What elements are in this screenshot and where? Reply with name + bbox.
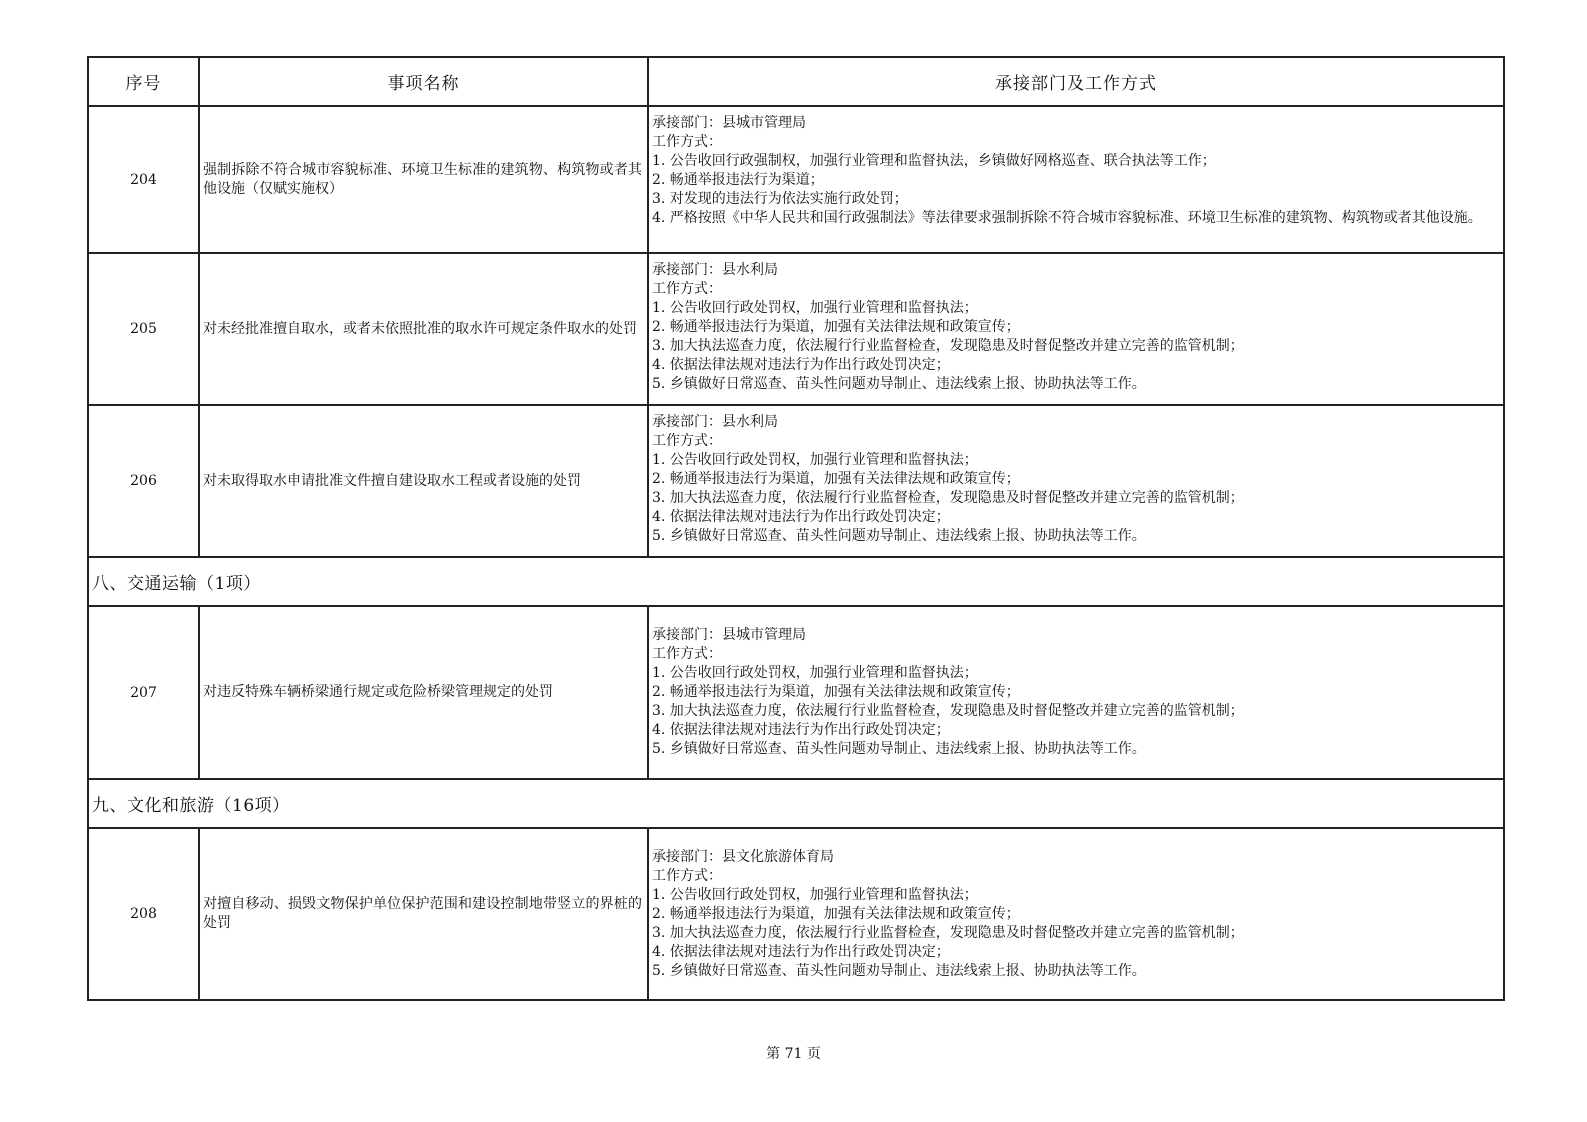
dept-line: 承接部门：县城市管理局: [652, 627, 806, 643]
dept-line: 2. 畅通举报违法行为渠道，加强有关法律法规和政策宣传；: [652, 471, 1020, 487]
row-dept: [648, 828, 1504, 1000]
dept-line: 5. 乡镇做好日常巡查、苗头性问题劝导制止、违法线索上报、协助执法等工作。: [652, 962, 1146, 979]
dept-line: 承接部门：县城市管理局: [652, 115, 806, 131]
dept-line: 2. 畅通举报违法行为渠道；: [652, 172, 824, 188]
dept-line: 工作方式：: [652, 867, 722, 884]
header-name: 事项名称: [199, 57, 648, 106]
dept-line: 工作方式：: [652, 134, 722, 150]
table-row: [88, 606, 1504, 779]
dept-line: 3. 加大执法巡查力度，依法履行行业监督检查，发现隐患及时督促整改并建立完善的监管机制；: [652, 703, 1244, 719]
table-row: [88, 106, 1504, 253]
dept-line: 3. 加大执法巡查力度，依法履行行业监督检查，发现隐患及时督促整改并建立完善的监管机制；: [652, 490, 1244, 506]
dept-line: 4. 依据法律法规对违法行为作出行政处罚决定；: [652, 943, 950, 960]
matters-table: [87, 56, 1505, 1001]
dept-line: 3. 加大执法巡查力度，依法履行行业监督检查，发现隐患及时督促整改并建立完善的监管机制；: [652, 338, 1244, 354]
row-dept: [648, 253, 1504, 405]
row-name: 对未取得取水申请批准文件擅自建设取水工程或者设施的处罚: [199, 405, 648, 557]
document-sheet: [87, 56, 1503, 1001]
row-no: 204: [88, 106, 199, 253]
row-dept: [648, 106, 1504, 253]
dept-line: 1. 公告收回行政处罚权，加强行业管理和监督执法；: [652, 300, 978, 316]
dept-line: 1. 公告收回行政处罚权，加强行业管理和监督执法；: [652, 452, 978, 468]
table-row: [88, 405, 1504, 557]
dept-line: 3. 对发现的违法行为依法实施行政处罚；: [652, 191, 908, 207]
dept-line: 工作方式：: [652, 646, 722, 662]
dept-line: 承接部门：县水利局: [652, 262, 778, 278]
dept-line: 4. 依据法律法规对违法行为作出行政处罚决定；: [652, 722, 950, 738]
page-number: 第 71 页: [766, 1046, 821, 1062]
dept-line: 2. 畅通举报违法行为渠道，加强有关法律法规和政策宣传；: [652, 905, 1020, 922]
dept-line: 5. 乡镇做好日常巡查、苗头性问题劝导制止、违法线索上报、协助执法等工作。: [652, 376, 1146, 392]
dept-line: 4. 严格按照《中华人民共和国行政强制法》等法律要求强制拆除不符合城市容貌标准、环境卫生标准的建筑物、构筑物或者其他设施。: [652, 210, 1482, 226]
row-no: 207: [88, 606, 199, 779]
dept-line: 2. 畅通举报违法行为渠道，加强有关法律法规和政策宣传；: [652, 319, 1020, 335]
row-no: 206: [88, 405, 199, 557]
dept-line: 1. 公告收回行政处罚权，加强行业管理和监督执法；: [652, 886, 978, 903]
dept-line: 3. 加大执法巡查力度，依法履行行业监督检查，发现隐患及时督促整改并建立完善的监管机制；: [652, 924, 1244, 941]
header-no: 序号: [88, 57, 199, 106]
row-dept: [648, 405, 1504, 557]
section-row: [88, 557, 1504, 606]
table-header-row: [88, 57, 1504, 106]
dept-line: 5. 乡镇做好日常巡查、苗头性问题劝导制止、违法线索上报、协助执法等工作。: [652, 528, 1146, 544]
header-dept: 承接部门及工作方式: [648, 57, 1504, 106]
dept-line: 5. 乡镇做好日常巡查、苗头性问题劝导制止、违法线索上报、协助执法等工作。: [652, 741, 1146, 757]
dept-line: 承接部门：县水利局: [652, 414, 778, 430]
row-name: 强制拆除不符合城市容貌标准、环境卫生标准的建筑物、构筑物或者其他设施（仅赋实施权）: [199, 106, 648, 253]
section-title-transport: 八、交通运输（1项）: [88, 557, 1504, 606]
table-row: [88, 828, 1504, 1000]
dept-line: 工作方式：: [652, 433, 722, 449]
row-name: 对擅自移动、损毁文物保护单位保护范围和建设控制地带竖立的界桩的处罚: [199, 828, 648, 1000]
table-row: [88, 253, 1504, 405]
row-no: 208: [88, 828, 199, 1000]
dept-line: 4. 依据法律法规对违法行为作出行政处罚决定；: [652, 509, 950, 525]
row-dept: [648, 606, 1504, 779]
row-name: 对违反特殊车辆桥梁通行规定或危险桥梁管理规定的处罚: [199, 606, 648, 779]
section-row: [88, 779, 1504, 828]
row-name: 对未经批准擅自取水，或者未依照批准的取水许可规定条件取水的处罚: [199, 253, 648, 405]
dept-line: 工作方式：: [652, 281, 722, 297]
dept-line: 2. 畅通举报违法行为渠道，加强有关法律法规和政策宣传；: [652, 684, 1020, 700]
dept-line: 4. 依据法律法规对违法行为作出行政处罚决定；: [652, 357, 950, 373]
section-title-culture: 九、文化和旅游（16项）: [88, 779, 1504, 828]
dept-line: 承接部门：县文化旅游体育局: [652, 848, 834, 865]
dept-line: 1. 公告收回行政处罚权，加强行业管理和监督执法；: [652, 665, 978, 681]
row-no: 205: [88, 253, 199, 405]
dept-line: 1. 公告收回行政强制权，加强行业管理和监督执法，乡镇做好网格巡查、联合执法等工作；: [652, 153, 1216, 169]
